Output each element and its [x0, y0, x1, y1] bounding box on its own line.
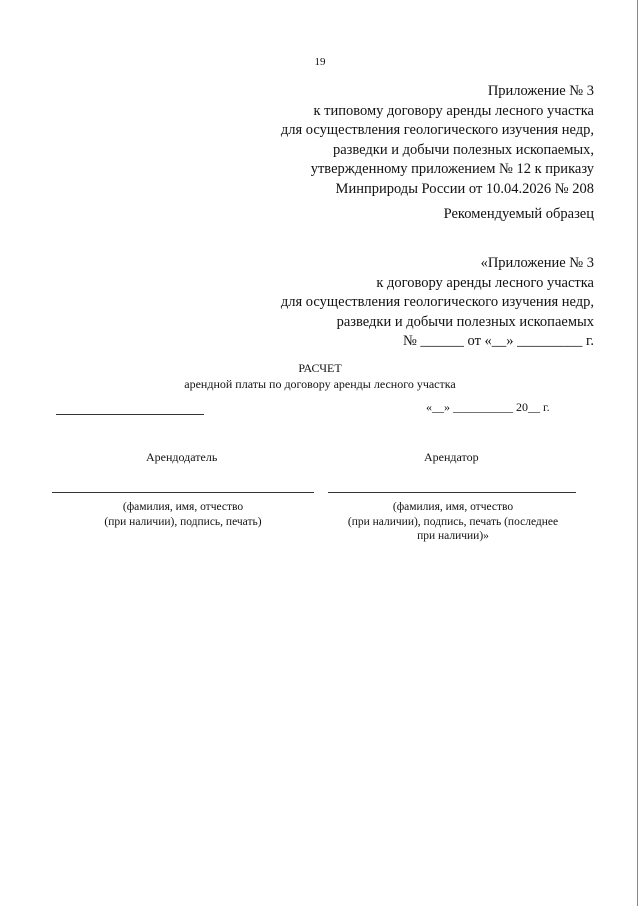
contract-appendix-line: «Приложение № 3 [480, 255, 594, 271]
page-number: 19 [314, 56, 326, 68]
appendix-header-line: Приложение № 3 [487, 83, 594, 99]
calculation-title: РАСЧЕТ [298, 361, 342, 375]
calculation-heading [0, 360, 640, 392]
appendix-header-line: Минприроды России от 10.04.2026 № 208 [335, 180, 594, 197]
contract-number-line: № ______ от «__» _________ г. [402, 333, 594, 349]
contract-appendix-line: для осуществления геологического изучения недр, [280, 294, 594, 310]
place-blank-line [56, 414, 204, 415]
contract-appendix-line: к договору аренды лесного участка [376, 274, 594, 291]
caption-line: (при наличии), подпись, печать (последнее [347, 515, 559, 528]
contract-appendix-header [281, 254, 594, 352]
lessor-label: Арендодатель [146, 450, 218, 464]
contract-appendix-line: разведки и добычи полезных ископаемых [336, 313, 594, 330]
page-edge [637, 0, 638, 906]
calculation-subtitle: арендной платы по договору аренды лесного участка [184, 377, 456, 391]
appendix-header-line: разведки и добычи полезных ископаемых, [333, 141, 594, 158]
caption-line: (при наличии), подпись, печать) [104, 515, 262, 528]
caption-line: (фамилия, имя, отчество [392, 501, 514, 513]
appendix-header-line: к типовому договору аренды лесного участка [313, 102, 594, 119]
appendix-header-line: утвержденному приложением № 12 к приказу [310, 161, 594, 177]
caption-line: при наличии)» [417, 530, 489, 542]
lessee-signature-line [328, 492, 576, 493]
appendix-header-line: для осуществления геологического изучения недр, [280, 122, 594, 138]
lessee-signature-caption [322, 500, 584, 544]
lessor-signature-caption [52, 500, 314, 529]
caption-line: (фамилия, имя, отчество [122, 501, 244, 513]
lessor-signature-line [52, 492, 314, 493]
appendix-header [281, 82, 594, 199]
date-field: «__» __________ 20__ г. [426, 400, 550, 414]
sample-label: Рекомендуемый образец [443, 206, 594, 222]
lessee-label: Арендатор [424, 450, 479, 464]
